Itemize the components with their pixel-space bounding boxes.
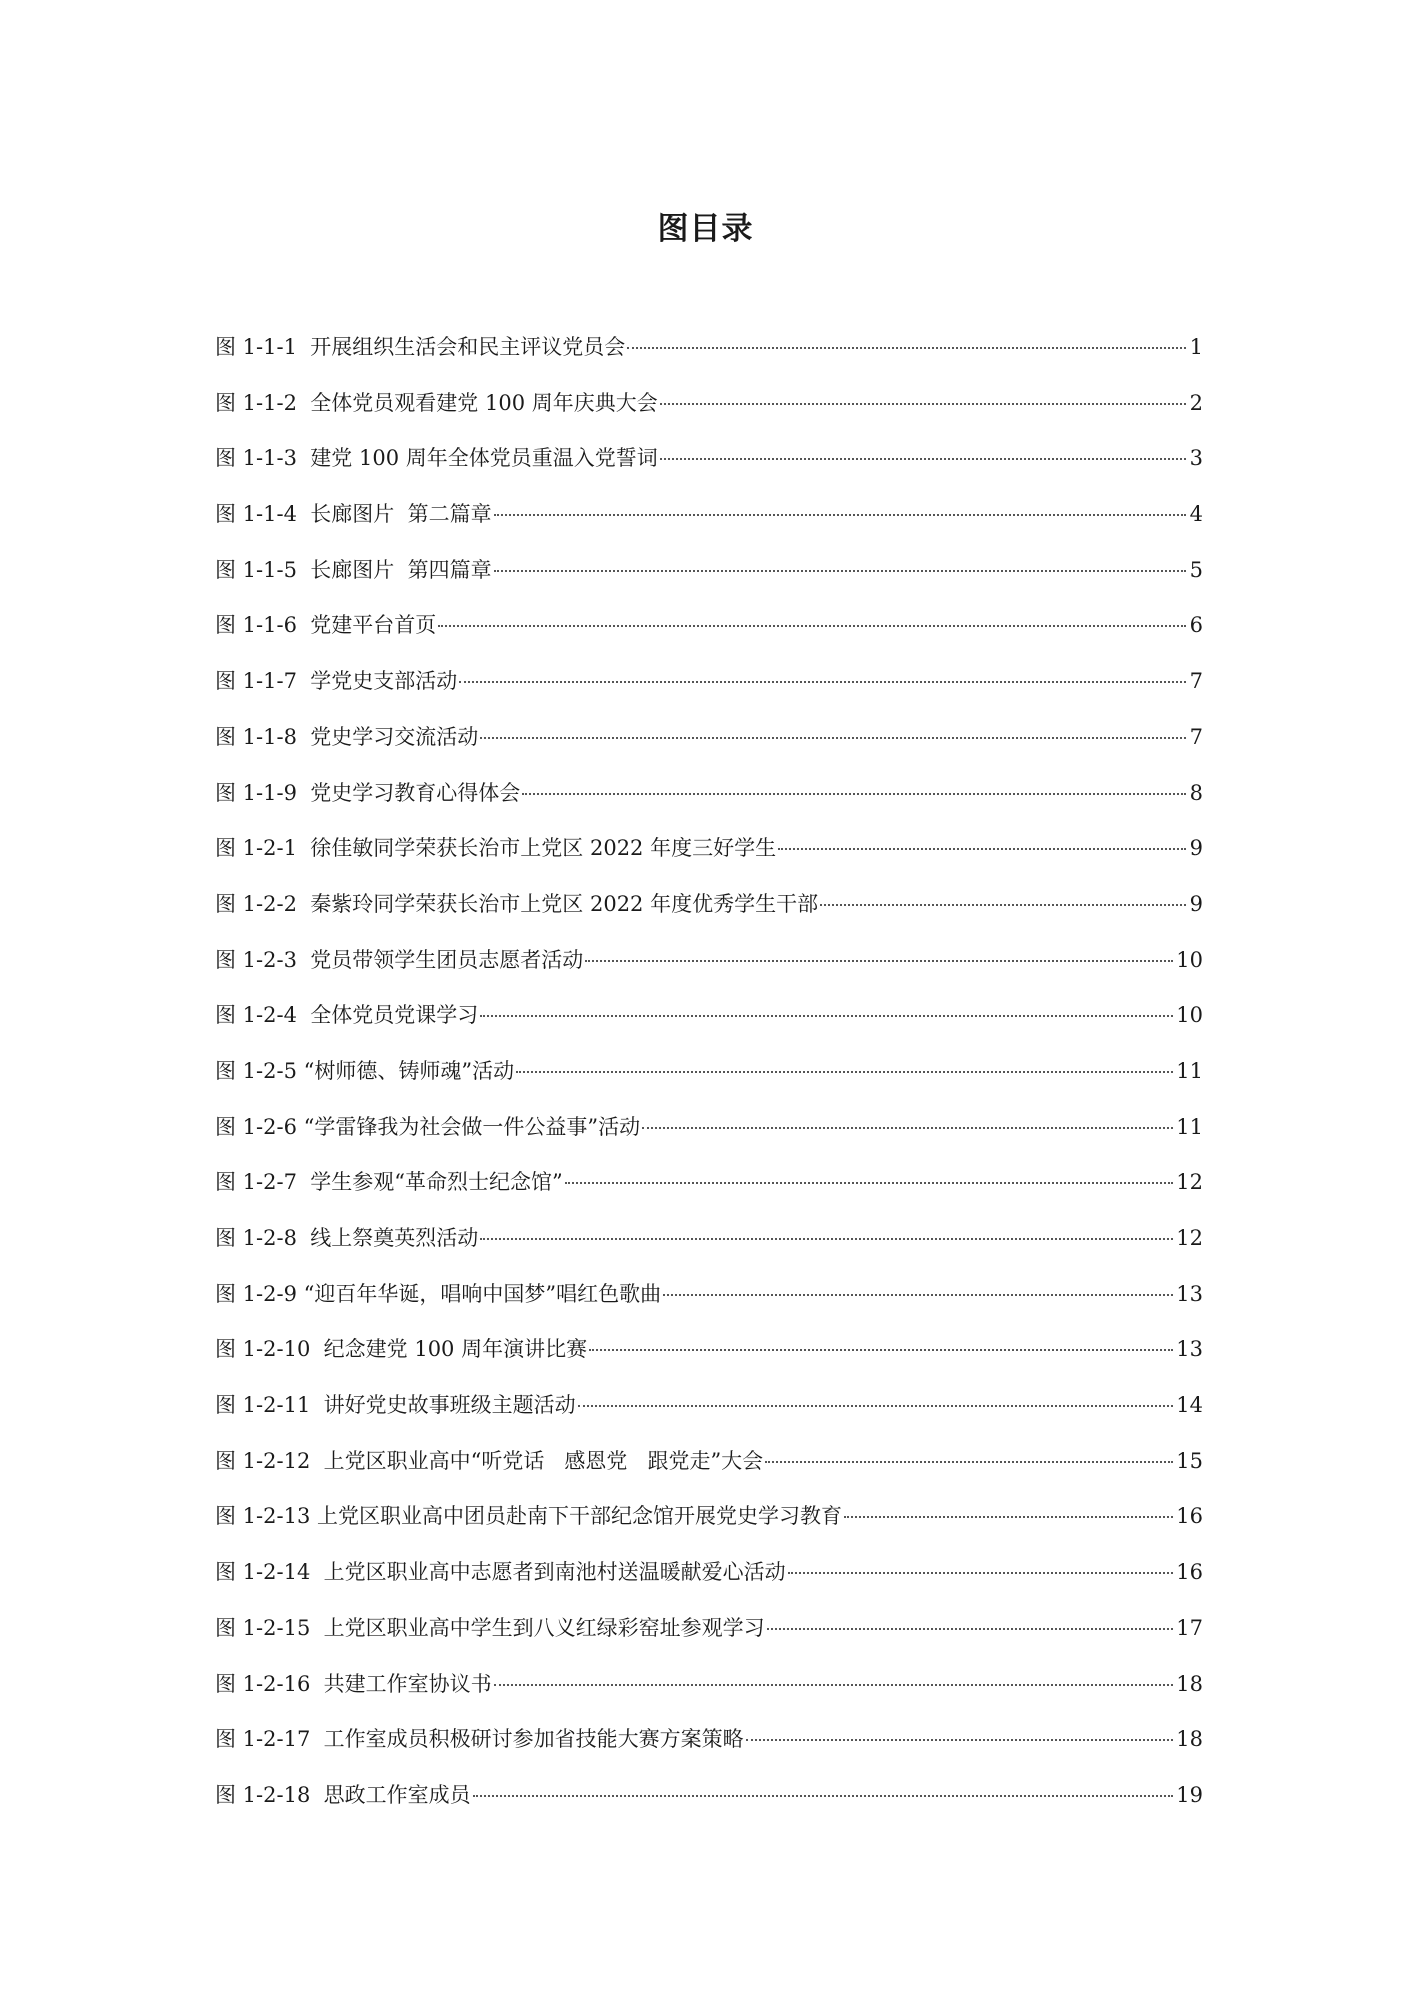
toc-entry[interactable]	[215, 1552, 1203, 1608]
toc-entry-label: 图 1-1-1 开展组织生活会和民主评议党员会	[215, 335, 626, 359]
toc-entry-page-number: 10	[1176, 1003, 1203, 1028]
dot-leader	[746, 1739, 1174, 1741]
toc-entry-page-number: 4	[1189, 502, 1203, 527]
toc-entry-page-number: 16	[1176, 1560, 1203, 1585]
dot-leader	[480, 737, 1186, 739]
dot-leader	[589, 1349, 1173, 1351]
toc-entry-page-number: 9	[1189, 891, 1203, 916]
dot-leader	[480, 1015, 1173, 1017]
toc-entry[interactable]	[215, 438, 1203, 494]
toc-entry-label: 图 1-2-15 上党区职业高中学生到八义红绿彩窑址参观学习	[215, 1615, 765, 1640]
toc-entry[interactable]	[215, 1051, 1203, 1107]
toc-entry-label: 图 1-2-14 上党区职业高中志愿者到南池村送温暖献爱心活动	[215, 1560, 786, 1585]
dot-leader	[565, 1182, 1173, 1184]
dot-leader	[473, 1795, 1174, 1797]
toc-entry[interactable]	[215, 550, 1203, 606]
dot-leader	[494, 570, 1186, 572]
toc-entry[interactable]	[215, 1496, 1203, 1552]
toc-entry-label: 图 1-1-5 长廊图片 第四篇章	[215, 557, 492, 582]
toc-entry[interactable]	[215, 1775, 1203, 1831]
dot-leader	[660, 403, 1186, 405]
toc-entry-page-number: 16	[1176, 1504, 1203, 1529]
toc-entry[interactable]	[215, 1162, 1203, 1218]
toc-entry[interactable]	[215, 1664, 1203, 1720]
toc-entry[interactable]	[215, 1274, 1203, 1330]
toc-entry[interactable]	[215, 828, 1203, 884]
toc-entry[interactable]	[215, 940, 1203, 996]
toc-entry-label: 图 1-2-5 “树师德、铸师魂”活动	[215, 1058, 515, 1083]
toc-entry-label: 图 1-2-10 纪念建党 100 周年演讲比赛	[215, 1337, 588, 1362]
toc-entry[interactable]	[215, 605, 1203, 661]
toc-entry-page-number: 11	[1176, 1058, 1203, 1083]
toc-entry[interactable]	[215, 1218, 1203, 1274]
dot-leader	[494, 514, 1186, 516]
toc-entry-label: 图 1-2-1 徐佳敏同学荣获长治市上党区 2022 年度三好学生	[215, 836, 777, 861]
toc-entry-page-number: 12	[1176, 1170, 1203, 1195]
dot-leader	[578, 1405, 1174, 1407]
toc-entry-label: 图 1-2-18 思政工作室成员	[215, 1782, 471, 1807]
toc-entry-label: 图 1-1-6 党建平台首页	[215, 613, 437, 638]
toc-entry-label: 图 1-2-13 上党区职业高中团员赴南下干部纪念馆开展党史学习教育	[215, 1504, 842, 1529]
toc-entry-page-number: 13	[1176, 1337, 1203, 1362]
dot-leader	[438, 625, 1186, 627]
dot-leader	[820, 904, 1186, 906]
dot-leader	[663, 1294, 1173, 1296]
toc-entry-label: 图 1-1-9 党史学习教育心得体会	[215, 780, 521, 805]
toc-entry-label: 图 1-1-4 长廊图片 第二篇章	[215, 502, 492, 527]
dot-leader	[788, 1572, 1174, 1574]
toc-entry[interactable]	[215, 1385, 1203, 1441]
dot-leader	[778, 848, 1186, 850]
toc-entry-label: 图 1-2-9 “迎百年华诞，唱响中国梦”唱红色歌曲	[215, 1281, 662, 1306]
toc-entry-label: 图 1-2-17 工作室成员积极研讨参加省技能大赛方案策略	[215, 1727, 744, 1752]
toc-entry-label: 图 1-2-16 共建工作室协议书	[215, 1671, 492, 1696]
toc-entry-label: 图 1-2-7 学生参观“革命烈士纪念馆”	[215, 1170, 563, 1195]
figure-toc-list	[215, 327, 1203, 1831]
toc-entry[interactable]	[215, 494, 1203, 550]
dot-leader	[459, 681, 1186, 683]
toc-entry-page-number: 3	[1189, 446, 1203, 471]
toc-entry-label: 图 1-2-11 讲好党史故事班级主题活动	[215, 1393, 576, 1418]
toc-entry-page-number: 10	[1176, 947, 1203, 972]
toc-entry-page-number: 1	[1189, 335, 1203, 359]
toc-entry-page-number: 6	[1189, 613, 1203, 638]
toc-entry-page-number: 18	[1176, 1671, 1203, 1696]
toc-entry-label: 图 1-1-2 全体党员观看建党 100 周年庆典大会	[215, 390, 658, 415]
dot-leader	[494, 1684, 1174, 1686]
dot-leader	[516, 1071, 1173, 1073]
toc-entry[interactable]	[215, 327, 1203, 383]
toc-entry-label: 图 1-2-8 线上祭奠英烈活动	[215, 1226, 479, 1250]
dot-leader	[522, 793, 1186, 795]
toc-entry-label: 图 1-2-3 党员带领学生团员志愿者活动	[215, 947, 584, 972]
toc-entry[interactable]	[215, 773, 1203, 829]
dot-leader	[844, 1516, 1173, 1518]
toc-entry[interactable]	[215, 1329, 1203, 1385]
toc-entry-page-number: 2	[1189, 390, 1203, 415]
toc-entry-label: 图 1-2-12 上党区职业高中“听党话 感恩党 跟党走”大会	[215, 1448, 764, 1473]
toc-entry-page-number: 7	[1189, 724, 1203, 749]
toc-entry-page-number: 5	[1189, 557, 1203, 582]
toc-entry-page-number: 14	[1176, 1393, 1203, 1418]
dot-leader	[767, 1628, 1174, 1630]
toc-entry-label: 图 1-2-2 秦紫玲同学荣获长治市上党区 2022 年度优秀学生干部	[215, 891, 819, 916]
toc-entry[interactable]	[215, 661, 1203, 717]
toc-entry-label: 图 1-1-8 党史学习交流活动	[215, 724, 479, 749]
toc-entry-label: 图 1-2-4 全体党员党课学习	[215, 1003, 479, 1028]
dot-leader	[765, 1461, 1173, 1463]
toc-entry[interactable]	[215, 1107, 1203, 1163]
toc-entry[interactable]	[215, 717, 1203, 773]
toc-entry[interactable]	[215, 995, 1203, 1051]
toc-entry[interactable]	[215, 383, 1203, 439]
toc-entry-page-number: 19	[1176, 1782, 1203, 1807]
dot-leader	[585, 960, 1173, 962]
toc-entry-page-number: 8	[1189, 780, 1203, 805]
toc-entry-page-number: 17	[1176, 1615, 1203, 1640]
toc-entry-label: 图 1-1-3 建党 100 周年全体党员重温入党誓词	[215, 446, 658, 471]
toc-entry[interactable]	[215, 1441, 1203, 1497]
page-title: 图目录	[657, 210, 754, 247]
toc-entry-page-number: 9	[1189, 836, 1203, 861]
toc-entry[interactable]	[215, 884, 1203, 940]
toc-entry-page-number: 11	[1176, 1114, 1203, 1139]
toc-entry-page-number: 15	[1176, 1448, 1203, 1473]
dot-leader	[642, 1127, 1173, 1129]
toc-entry-label: 图 1-1-7 学党史支部活动	[215, 669, 458, 694]
dot-leader	[660, 458, 1186, 460]
toc-entry[interactable]	[215, 1608, 1203, 1664]
toc-entry[interactable]	[215, 1719, 1203, 1775]
toc-entry-page-number: 7	[1189, 669, 1203, 694]
dot-leader	[627, 347, 1186, 349]
dot-leader	[480, 1238, 1173, 1240]
toc-entry-label: 图 1-2-6 “学雷锋我为社会做一件公益事”活动	[215, 1114, 641, 1139]
toc-entry-page-number: 13	[1176, 1281, 1203, 1306]
toc-entry-page-number: 18	[1176, 1727, 1203, 1752]
toc-entry-page-number: 12	[1176, 1226, 1203, 1250]
